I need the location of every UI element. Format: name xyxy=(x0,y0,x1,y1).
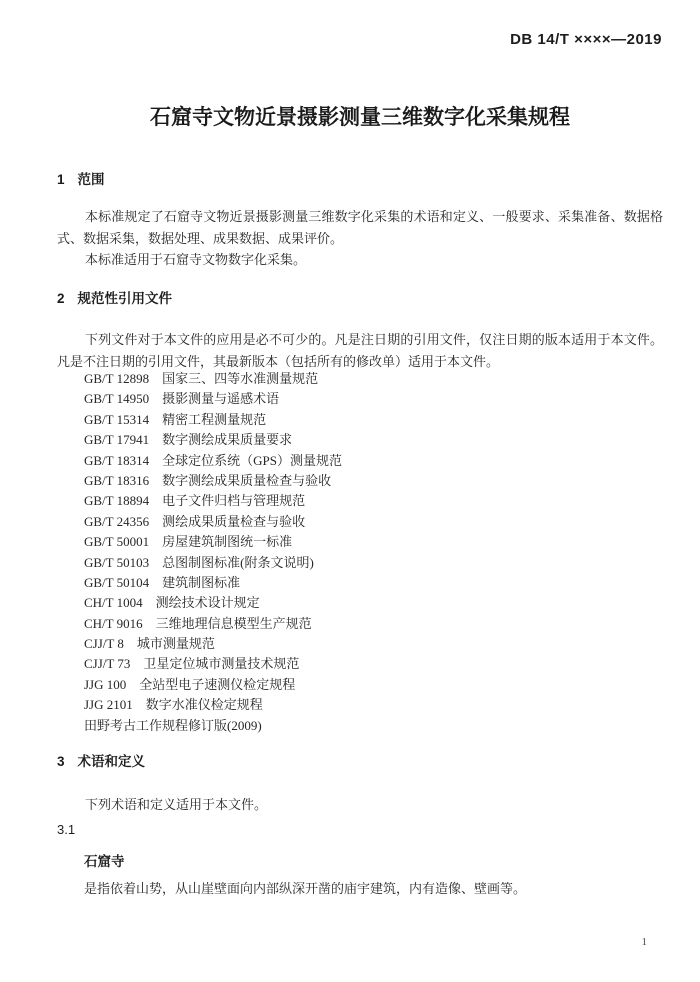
scope-paragraphs xyxy=(57,206,663,271)
reference-item: JJG 100 全站型电子速测仪检定规程 xyxy=(84,676,296,692)
term-number: 3.1 xyxy=(57,822,76,837)
reference-item: GB/T 24356 测绘成果质量检查与验收 xyxy=(84,513,306,529)
doc-title: 石窟寺文物近景摄影测量三维数字化采集规程 xyxy=(150,106,570,129)
section-heading-terms xyxy=(57,752,663,772)
section-heading-text: 术语和定义 xyxy=(77,754,146,769)
term-definition: 是指依着山势，从山崖壁面向内部纵深开凿的庙宇建筑，内有造像、壁画等。 xyxy=(84,881,527,896)
normative-references-intro xyxy=(57,329,663,372)
reference-item: GB/T 50103 总图制图标准(附条文说明) xyxy=(84,554,314,570)
scope-paragraph-1: 本标准规定了石窟寺文物近景摄影测量三维数字化采集的术语和定义、一般要求、采集准备、数据格式、数据采集，数据处理、成果数据、成果评价。 xyxy=(57,209,663,246)
terms-paragraph: 下列术语和定义适用于本文件。 xyxy=(85,797,268,812)
reference-item: GB/T 50104 建筑制图标准 xyxy=(84,574,241,590)
scope-paragraph-2: 本标准适用于石窟寺文物数字化采集。 xyxy=(85,252,307,267)
reference-item: CH/T 1004 测绘技术设计规定 xyxy=(84,595,260,611)
term-name: 石窟寺 xyxy=(84,854,125,869)
reference-item: GB/T 18894 电子文件归档与管理规范 xyxy=(84,493,306,509)
reference-item: GB/T 15314 精密工程测量规范 xyxy=(84,411,267,427)
reference-item: JJG 2101 数字水准仪检定规程 xyxy=(84,697,263,713)
section-heading-text: 规范性引用文件 xyxy=(77,291,173,306)
reference-item: CH/T 9016 三维地理信息模型生产规范 xyxy=(84,615,312,631)
normative-references-paragraph: 下列文件对于本文件的应用是必不可少的。凡是注日期的引用文件，仅注日期的版本适用于本文件。凡是不注日期的引用文件，其最新版本（包括所有的修改单）适用于本文件。 xyxy=(57,332,663,369)
section-heading-text: 范围 xyxy=(77,172,105,187)
section-number: 3 xyxy=(57,754,65,769)
reference-item: GB/T 17941 数字测绘成果质量要求 xyxy=(84,432,293,448)
reference-item: 田野考古工作规程修订版(2009) xyxy=(84,717,262,733)
reference-item: GB/T 14950 摄影测量与遥感术语 xyxy=(84,391,280,407)
reference-item: CJJ/T 8 城市测量规范 xyxy=(84,636,215,652)
doc-code: DB 14/T ××××—2019 xyxy=(510,31,662,48)
reference-item: GB/T 50001 房屋建筑制图统一标准 xyxy=(84,534,293,550)
reference-item: GB/T 18314 全球定位系统（GPS）测量规范 xyxy=(84,452,342,468)
terms-intro xyxy=(57,794,663,816)
reference-item: GB/T 18316 数字测绘成果质量检查与验收 xyxy=(84,472,332,488)
section-heading-normative-references xyxy=(57,289,663,309)
section-number: 2 xyxy=(57,291,65,306)
reference-item: CJJ/T 73 卫星定位城市测量技术规范 xyxy=(84,656,300,672)
doc-code-header xyxy=(510,31,662,48)
reference-item: GB/T 12898 国家三、四等水准测量规范 xyxy=(84,371,319,386)
section-heading-scope xyxy=(57,170,663,190)
page-number: 1 xyxy=(641,936,647,948)
section-number: 1 xyxy=(57,172,65,187)
reference-list xyxy=(57,369,690,736)
